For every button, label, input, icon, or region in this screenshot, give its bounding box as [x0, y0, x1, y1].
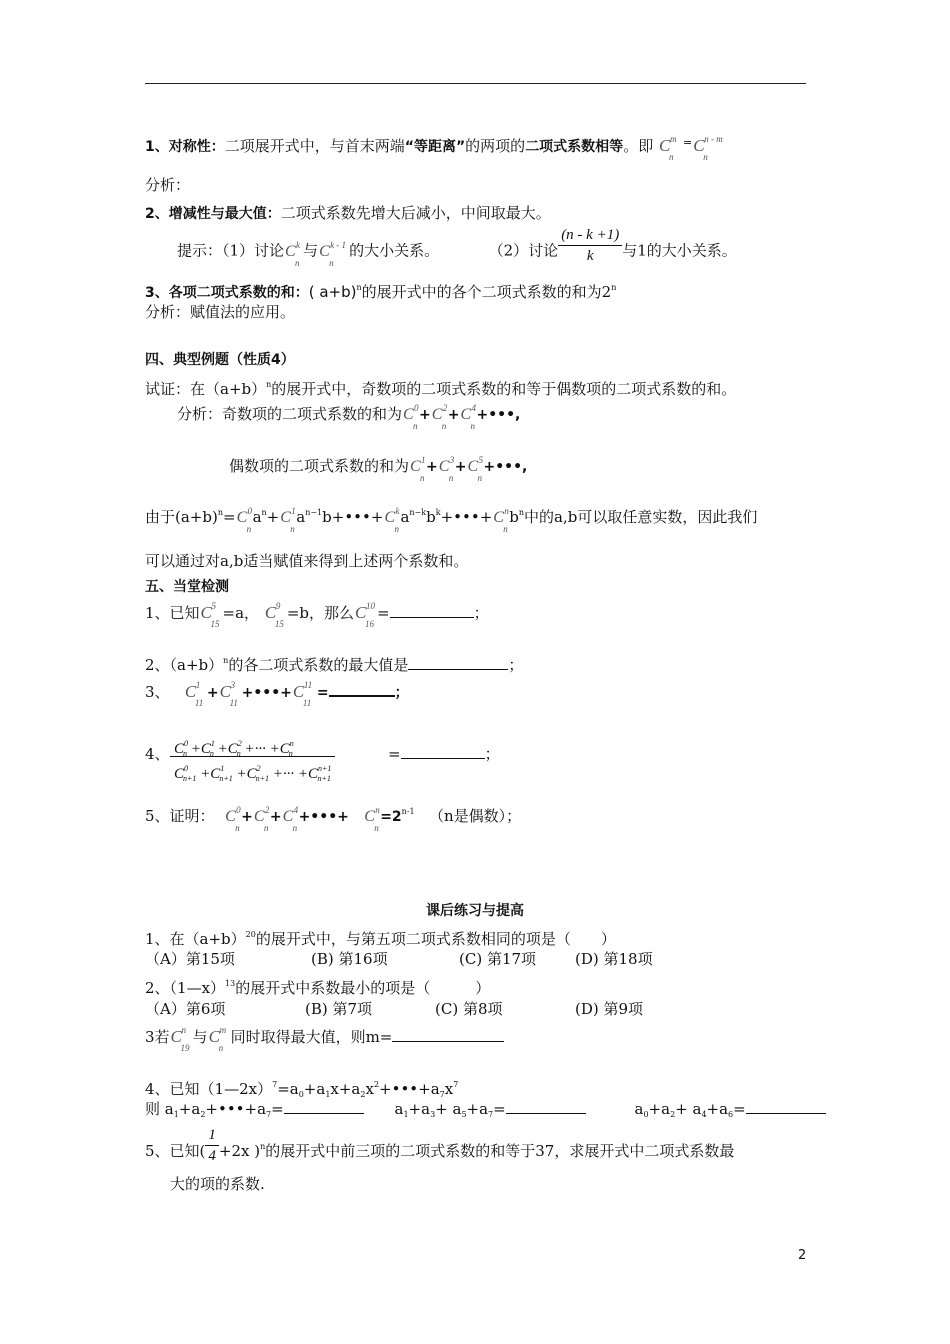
- property-monotonic: 2、增减性与最大值：二项式系数先增大后减小，中间取最大。: [145, 204, 551, 222]
- analysis-3: 分析：赋值法的应用。: [145, 303, 296, 321]
- property-sum: 3、各项二项式系数的和：( a+b)$^n$的展开式中的各个二项式系数的和为2$^n$: [145, 283, 617, 301]
- comb-c-n-1-exp: C 1 n: [280, 506, 296, 534]
- answer-blank-p4-1[interactable]: [284, 1099, 364, 1114]
- quiz-5: 5、证明： C 0 n +C 2 n +C 4 n +•••+ C n n $=2^{n-1}$ （n是偶数）；: [145, 805, 522, 833]
- comb-c-n-4-q5: C 4 n: [282, 805, 299, 833]
- practice-q1-options: [145, 949, 653, 969]
- answer-blank-3[interactable]: [329, 681, 395, 697]
- section-5-heading: 五、当堂检测: [145, 579, 229, 595]
- answer-blank-p4-2[interactable]: [506, 1099, 586, 1114]
- comb-c-n-m-p3: C m n: [208, 1025, 227, 1053]
- comb-c-n-4: C 4 n: [460, 403, 476, 431]
- fraction-n-k-1-over-k: $\frac{(n - k +1)}{k}$: [558, 225, 622, 266]
- comb-c-n-0: C 0 n: [403, 403, 419, 431]
- section-4-heading: 四、典型例题（性质4）: [145, 352, 295, 368]
- comb-c-n-2-q5: C 2 n: [253, 805, 270, 833]
- assign-values-line: 可以通过对a,b适当赋值来得到上述两个系数和。: [145, 552, 469, 570]
- quiz-4-denominator: $C^0_{n+1} +C^1_{n+1} +C^2_{n+1}$ +··· $+C^{n+1}_{n+1}$: [174, 764, 332, 783]
- practice-q3: 3若C n 19 与C m n 同时取得最大值，则m=: [145, 1027, 504, 1047]
- comb-c-n-5: C 5 n: [467, 455, 483, 483]
- comb-c-n-0-exp: C 0 n: [236, 506, 253, 534]
- quiz-3: 3、 C 1 11 +C 3 11 +•••+C 11 11 = ；: [145, 680, 409, 708]
- comb-c-n-3: C 3 n: [438, 455, 455, 483]
- comb-c-15-9: C 9 15: [264, 601, 284, 629]
- practice-q2: 2、（1—x）$^{13}$的展开式中系数最小的项是（ ）: [145, 979, 491, 997]
- practice-q5: 5、已知( $\frac{1}{4}$ +2x )$^n$的展开式中前三项的二项式系数的和等于37，求展开式中二项式系数最: [145, 1126, 735, 1164]
- comb-c-11-11: C 11 11: [292, 680, 313, 708]
- comb-c-n-k-1: C k - 1 n: [319, 239, 347, 268]
- option-a[interactable]: （A）第6项: [145, 1000, 226, 1018]
- practice-q5-cont: 大的项的系数.: [170, 1175, 265, 1193]
- comb-c-n-k-exp: C k n: [384, 506, 400, 534]
- option-c[interactable]: (C) 第8项: [435, 1000, 503, 1018]
- quiz-1: 1、已知C 5 15 =a， C 9 15 =b，那么C 10 16 = ；: [145, 601, 489, 629]
- comb-c-n-1: C 1 n: [410, 455, 426, 483]
- comb-c-n-0-q5: C 0 n: [225, 805, 241, 833]
- answer-blank-2[interactable]: [408, 655, 508, 670]
- option-d[interactable]: (D) 第9项: [575, 1000, 644, 1018]
- option-c[interactable]: (C) 第17项: [459, 950, 537, 968]
- answer-blank-p3[interactable]: [392, 1027, 504, 1042]
- option-a[interactable]: （A）第15项: [145, 950, 235, 968]
- answer-blank-p4-3[interactable]: [746, 1099, 826, 1114]
- comb-c-11-1: C 1 11: [184, 680, 204, 708]
- quiz-2: 2、$(a+b)^n$的各二项式系数的最大值是 ；: [145, 656, 524, 674]
- comb-c-15-5: C 5 15: [200, 601, 220, 629]
- symmetry-title: 对称性: [168, 139, 211, 155]
- comb-c-n-n-exp: C n n: [493, 506, 509, 534]
- practice-q4: 4、已知$(1—2x)^7=a_0+a_1x+a_2x^2+•••+a_7x^7$: [145, 1080, 459, 1099]
- hint-line: 提示：（1）讨论C k n 与C k - 1 n 的大小关系。 （2）讨论 $\frac{(n - k +1)}{k}$ 与1的大小关系。: [177, 227, 737, 268]
- practice-title: 课后练习与提高: [426, 903, 524, 919]
- binomial-expansion-line: 由于$(a+b)^n=C$ 0 n $a^n+C$ 1 n $a^{n-1}b+•••+C$ k n $a^{n-k}b^k+•••+C$ n n $b^n$中的a,b可以取任意实数，因此我们: [145, 506, 758, 534]
- page-number: 2: [798, 1248, 807, 1263]
- comb-c-n-n-q5: C n n: [364, 805, 380, 833]
- practice-q2-options: [145, 999, 643, 1019]
- option-d[interactable]: (D) 第18项: [575, 950, 653, 968]
- practice-q4-blanks: 则 $a_1+a_2+•••+a_7= a_1+a_3+ a_5+a_7= a_0+a_2+ a_4+a_6=$: [145, 1099, 826, 1125]
- answer-blank-4[interactable]: [401, 744, 485, 759]
- quiz-4-answer: = ；: [388, 745, 500, 763]
- answer-blank-1[interactable]: [390, 603, 474, 618]
- quiz-4-fraction: [170, 732, 335, 781]
- analysis-1: 分析：: [145, 176, 191, 194]
- comb-c-19-n: C n 19: [170, 1025, 190, 1053]
- option-b[interactable]: (B) 第16项: [311, 950, 388, 968]
- quiz-4-numerator: $C^0_n +C^1_n +C^2_n$ +··· $+C^n_n$: [170, 732, 335, 757]
- option-b[interactable]: (B) 第7项: [305, 1000, 373, 1018]
- prove-statement: 试证：在$(a+b)^n$的展开式中，奇数项的二项式系数的和等于偶数项的二项式系数的和。: [145, 380, 737, 398]
- comb-c-n-k: C k n: [285, 239, 301, 268]
- even-sum-line: 偶数项的二项式系数的和为C 1 n +C 3 n +C 5 n +•••,: [229, 455, 528, 483]
- header-rule: [145, 83, 806, 84]
- odd-sum-line: 分析：奇数项的二项式系数的和为C 0 n +C 2 n +C 4 n +•••,: [177, 403, 521, 431]
- quiz-4-label: 4、: [145, 745, 170, 763]
- practice-q1: 1、在$(a+b)^{20}$的展开式中，与第五项二项式系数相同的项是（ ）: [145, 930, 616, 948]
- property-symmetry: 1、对称性：二项展开式中，与首末两端“等距离”的两项的二项式系数相等。即 C m n =C n - m n: [145, 133, 727, 157]
- comb-c-n-n-minus-m: C n - m n: [693, 134, 723, 162]
- comb-c-11-3: C 3 11: [219, 680, 238, 708]
- comb-c-n-m: C m n: [658, 134, 677, 162]
- fraction-one-quarter: $\frac{1}{4}$: [205, 1125, 219, 1166]
- comb-c-n-2: C 2 n: [431, 403, 448, 431]
- comb-c-16-10: C 10 16: [355, 601, 376, 629]
